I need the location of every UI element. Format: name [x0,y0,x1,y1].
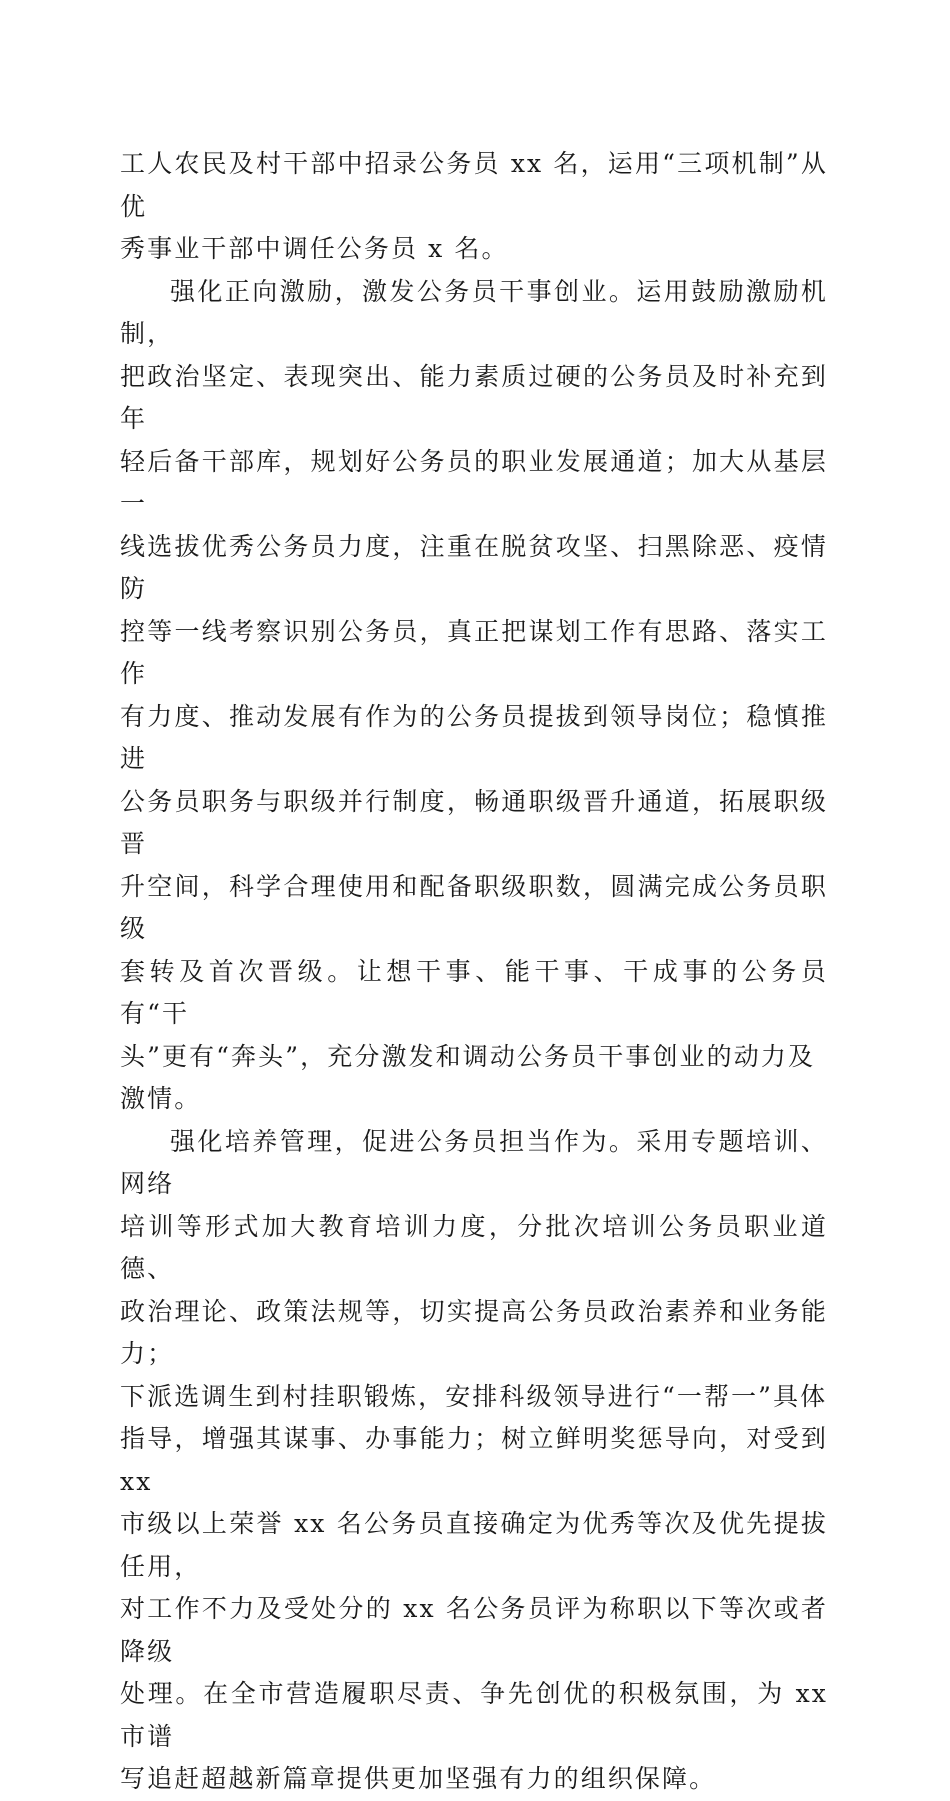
text-line: 政治理论、政策法规等，切实提高公务员政治素养和业务能力； [120,1296,828,1368]
text-line: 套转及首次晋级。让想干事、能干事、干成事的公务员有“干 [120,956,828,1028]
paragraph-positive-incentive [120,271,828,1121]
text-line: 公务员职务与职级并行制度，畅通职级晋升通道，拓展职级晋 [120,786,828,858]
text-line: 强化正向激励，激发公务员干事创业。运用鼓励激励机制， [120,276,828,348]
paragraph-continuation [120,143,828,271]
text-line: 强化培养管理，促进公务员担当作为。采用专题培训、网络 [120,1126,828,1198]
text-line: 把政治坚定、表现突出、能力素质过硬的公务员及时补充到年 [120,361,828,433]
text-line: 线选拔优秀公务员力度，注重在脱贫攻坚、扫黑除恶、疫情防 [120,531,828,603]
document-body [120,143,839,1801]
text-line: 秀事业干部中调任公务员 x 名。 [120,234,509,263]
text-line: 培训等形式加大教育培训力度，分批次培训公务员职业道德、 [120,1211,828,1283]
text-line: 处理。在全市营造履职尽责、争先创优的积极氛围，为 xx 市谱 [120,1679,839,1751]
text-line: 写追赶超越新篇章提供更加坚强有力的组织保障。 [120,1764,717,1793]
text-line: 激情。 [120,1084,202,1113]
text-line: 指导，增强其谋事、办事能力；树立鲜明奖惩导向，对受到 xx [120,1424,839,1496]
text-line: 工人农民及村干部中招录公务员 xx 名，运用“三项机制”从优 [120,149,828,221]
text-line: 下派选调生到村挂职锻炼，安排科级领导进行“一帮一”具体 [120,1381,828,1411]
text-line: 轻后备干部库，规划好公务员的职业发展通道；加大从基层一 [120,446,828,518]
text-line: 市级以上荣誉 xx 名公务员直接确定为优秀等次及优先提拔任用， [120,1509,828,1581]
text-line: 对工作不力及受处分的 xx 名公务员评为称职以下等次或者降级 [120,1594,828,1666]
paragraph-training-management [120,1121,839,1801]
text-line: 升空间，科学合理使用和配备职级职数，圆满完成公务员职级 [120,871,828,943]
text-line: 有力度、推动发展有作为的公务员提拔到领导岗位；稳慎推进 [120,701,828,773]
text-line: 控等一线考察识别公务员，真正把谋划工作有思路、落实工作 [120,616,828,688]
text-line: 头”更有“奔头”，充分激发和调动公务员干事创业的动力及 [120,1041,816,1071]
